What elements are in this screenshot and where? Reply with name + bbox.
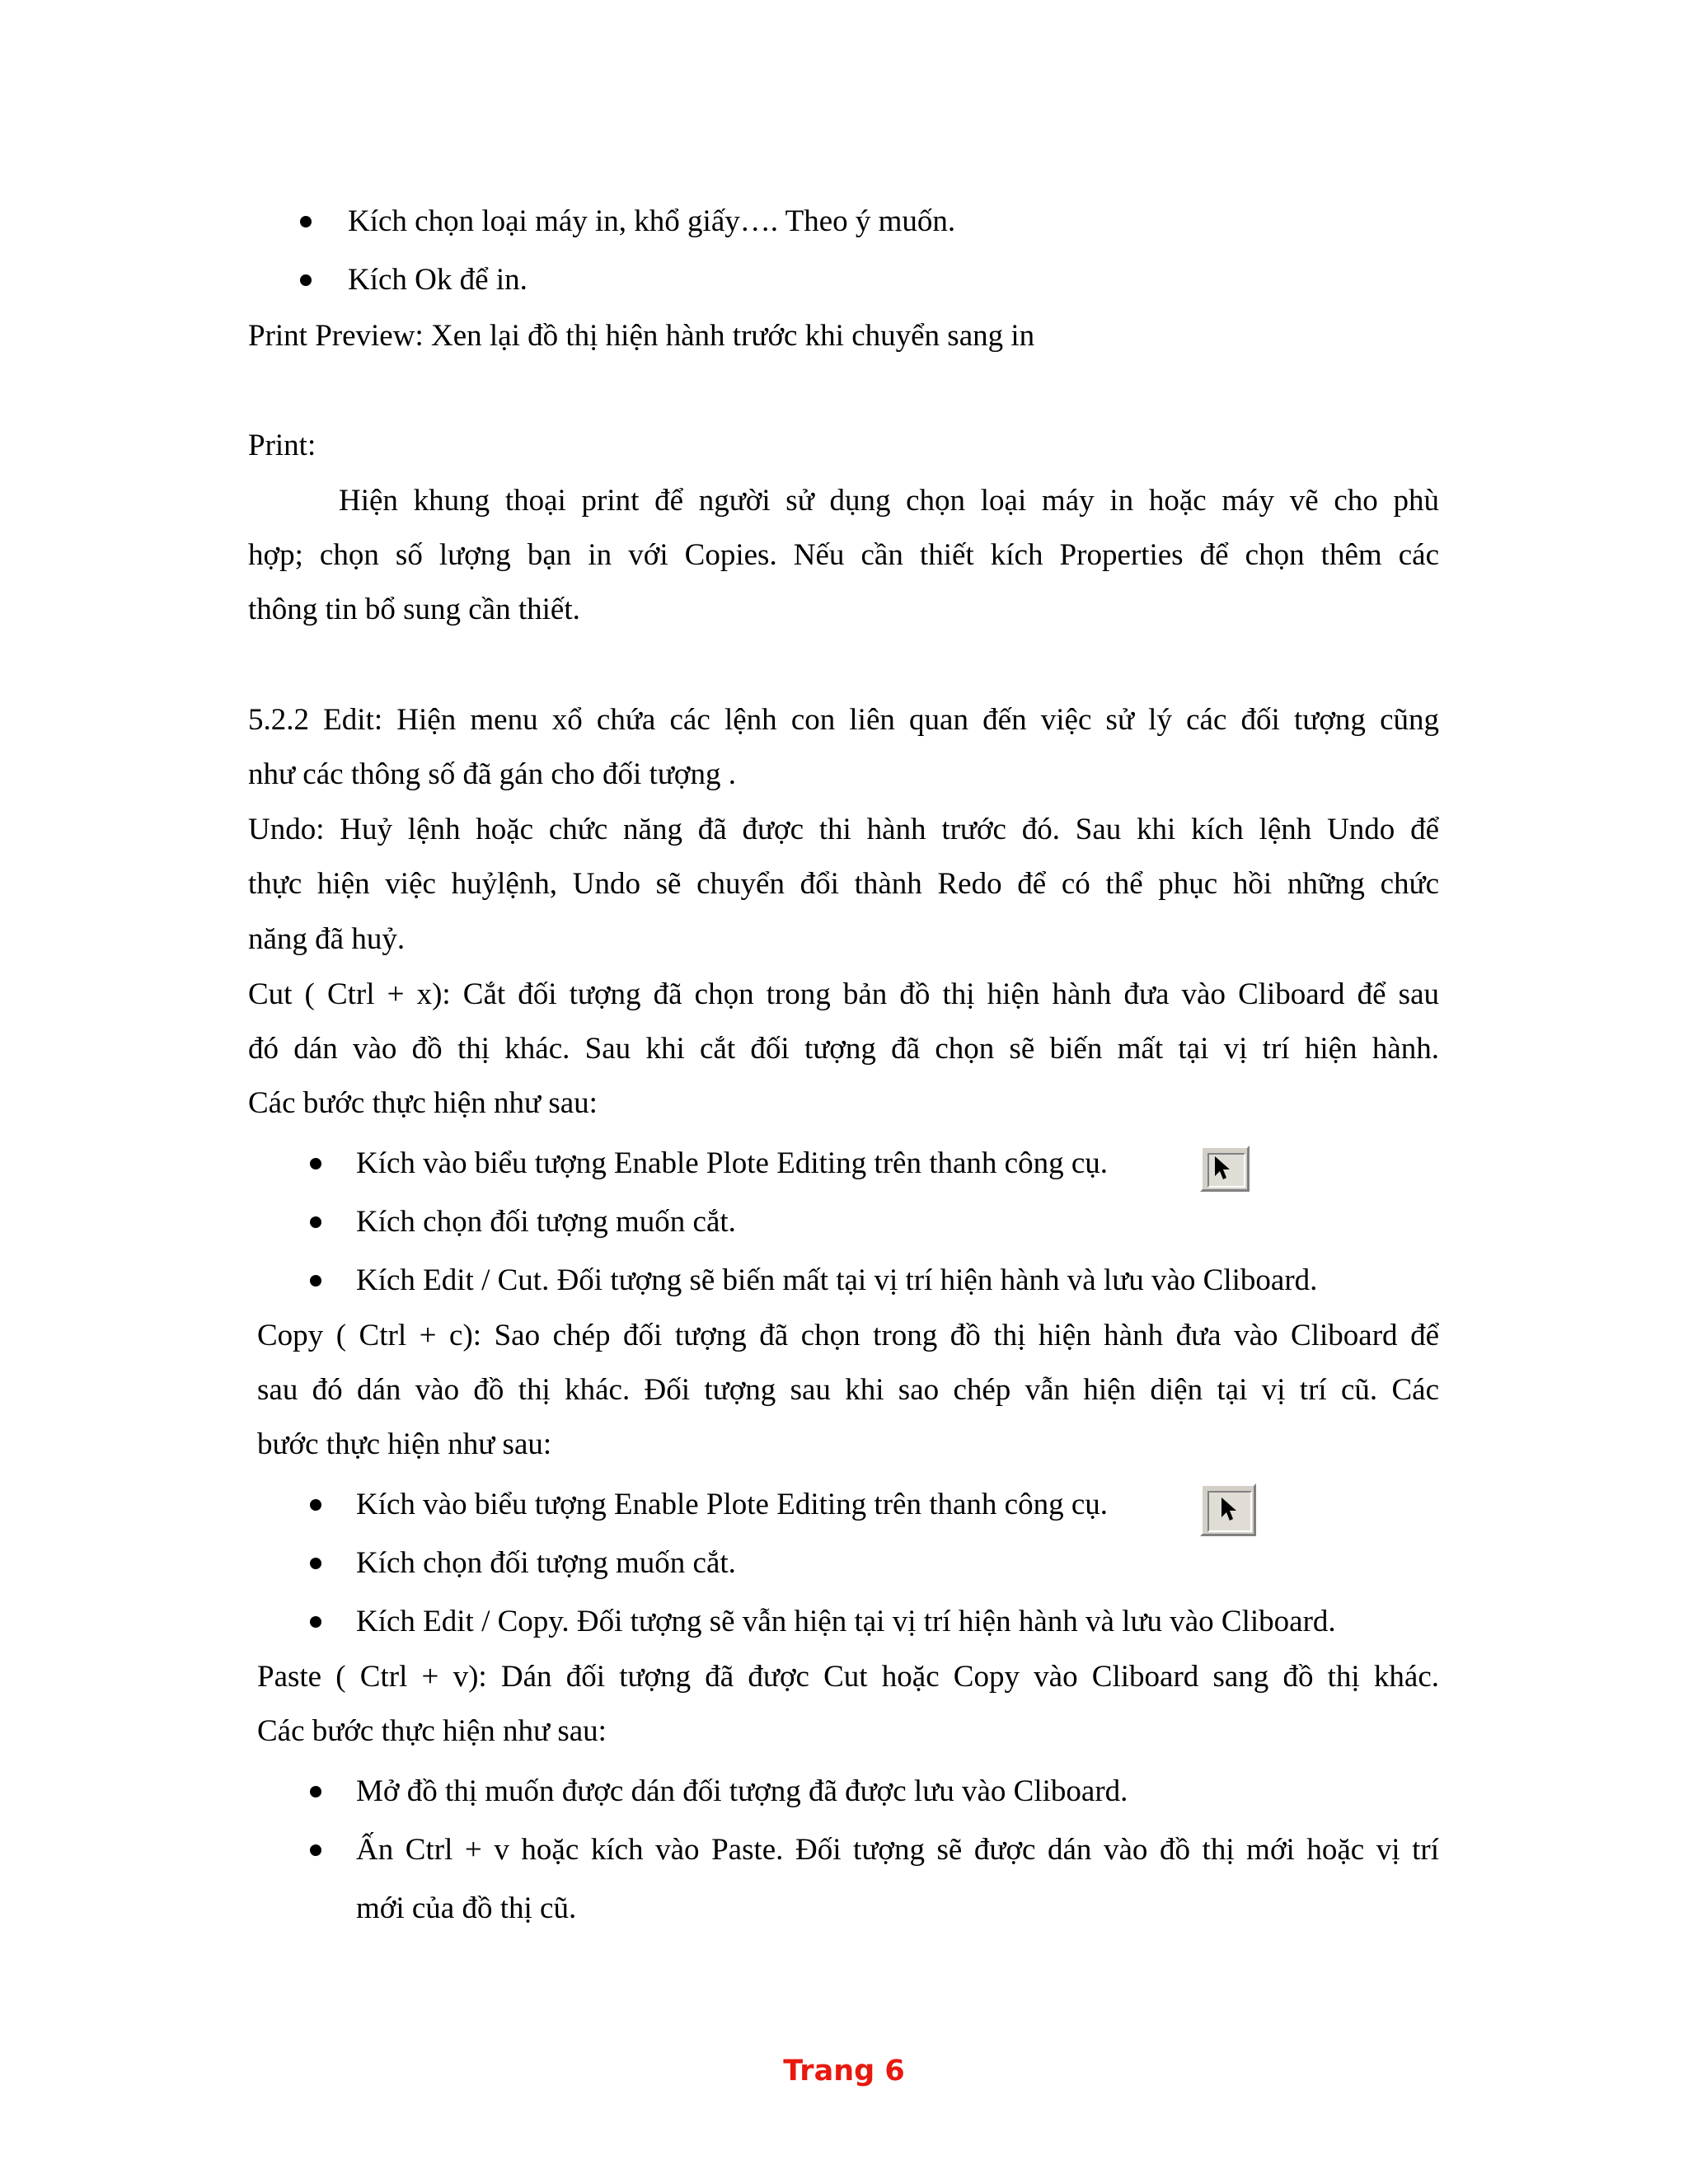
copy-line: sau đó dán vào đồ thị khác. Đối tượng sau khi sao chép vẫn hiện diện tại vị trí cũ. Các (257, 1373, 1439, 1407)
list-item-text: Kích vào biểu tượng Enable Plote Editing trên thanh công cụ. (356, 1488, 1108, 1521)
undo-text: Huỷ lệnh hoặc chức năng đã được thi hành trước đó. Sau khi kích lệnh Undo để (324, 813, 1439, 846)
list-item-text: Kích vào biểu tượng Enable Plote Editing trên thanh công cụ. (356, 1146, 1108, 1180)
copy-term: Copy ( Ctrl + c): (257, 1319, 482, 1352)
copy-text: Sao chép đối tượng đã chọn trong đồ thị hiện hành đưa vào Cliboard để (481, 1319, 1439, 1352)
bullet-icon (310, 1499, 321, 1511)
list-item-text: Kích chọn loại máy in, khổ giấy…. Theo ý muốn. (348, 204, 956, 238)
print-line: hợp; chọn số lượng bạn in với Copies. Nếu cần thiết kích Properties để chọn thêm các (248, 538, 1439, 572)
undo-line: năng đã huỷ. (248, 922, 406, 956)
paste-text: Dán đối tượng đã được Cut hoặc Copy vào Cliboard sang đồ thị khác. (486, 1660, 1439, 1694)
copy-line: bước thực hiện như sau: (257, 1427, 552, 1461)
print-preview-term: Print Preview: (248, 319, 424, 353)
bullet-icon (310, 1216, 321, 1228)
cut-text: Cắt đối tượng đã chọn trong bản đồ thị hiện hành đưa vào Cliboard để sau (450, 977, 1439, 1011)
enable-plot-editing-button[interactable] (1200, 1483, 1256, 1536)
undo-paragraph (248, 814, 1439, 845)
bullet-icon (300, 274, 312, 286)
bullet-icon (310, 1275, 321, 1286)
enable-plot-editing-button[interactable] (1200, 1146, 1250, 1192)
page-number: Trang 6 (783, 2055, 905, 2088)
pointer-arrow-icon (1219, 1496, 1240, 1524)
list-item-continuation: mới của đồ thị cũ. (356, 1891, 577, 1925)
list-item-text: Kích Edit / Cut. Đối tượng sẽ biến mất tại vị trí hiện hành và lưu vào Cliboard. (356, 1263, 1318, 1297)
bullet-icon (310, 1158, 321, 1169)
cut-line: Các bước thực hiện như sau: (248, 1086, 598, 1120)
edit-paragraph (248, 705, 1439, 735)
list-item-text: Ấn Ctrl + v hoặc kích vào Paste. Đối tượng sẽ được dán vào đồ thị mới hoặc vị trí (356, 1833, 1439, 1867)
cut-paragraph (248, 979, 1439, 1010)
undo-term: Undo: (248, 813, 325, 846)
list-item-text: Mở đồ thị muốn được dán đối tượng đã được lưu vào Cliboard. (356, 1774, 1128, 1808)
bullet-icon (300, 216, 312, 227)
bullet-icon (310, 1616, 321, 1628)
edit-term: 5.2.2 Edit: (248, 703, 383, 737)
paste-term: Paste ( Ctrl + v): (257, 1660, 487, 1694)
undo-line: thực hiện việc huỷlệnh, Undo sẽ chuyển đổi thành Redo để có thể phục hồi những chức (248, 867, 1439, 901)
list-item-text: Kích Ok để in. (348, 263, 528, 297)
print-line: Hiện khung thoại print để người sử dụng chọn loại máy in hoặc máy vẽ cho phù (339, 484, 1439, 518)
paste-line: Các bước thực hiện như sau: (257, 1714, 607, 1748)
list-item-text: Kích Edit / Copy. Đối tượng sẽ vẫn hiện tại vị trí hiện hành và lưu vào Cliboard. (356, 1605, 1336, 1638)
list-item-text: Kích chọn đối tượng muốn cắt. (356, 1205, 736, 1239)
cut-line: đó dán vào đồ thị khác. Sau khi cắt đối tượng đã chọn sẽ biến mất tại vị trí hiện hành. (248, 1032, 1439, 1066)
print-line: thông tin bổ sung cần thiết. (248, 593, 580, 626)
print-preview-text: Xen lại đồ thị hiện hành trước khi chuyển sang in (423, 319, 1035, 353)
pointer-arrow-icon (1212, 1155, 1234, 1183)
bullet-icon (310, 1844, 321, 1856)
bullet-icon (310, 1786, 321, 1797)
copy-paragraph (257, 1320, 1439, 1351)
cut-term: Cut ( Ctrl + x): (248, 977, 451, 1011)
edit-line: như các thông số đã gán cho đối tượng . (248, 757, 736, 791)
print-heading: Print: (248, 429, 316, 462)
paste-paragraph (257, 1661, 1439, 1692)
bullet-icon (310, 1558, 321, 1569)
list-item-text: Kích chọn đối tượng muốn cắt. (356, 1546, 736, 1580)
edit-text: Hiện menu xổ chứa các lệnh con liên quan đến việc sử lý các đối tượng cũng (382, 703, 1439, 737)
print-preview-paragraph (248, 321, 1034, 351)
